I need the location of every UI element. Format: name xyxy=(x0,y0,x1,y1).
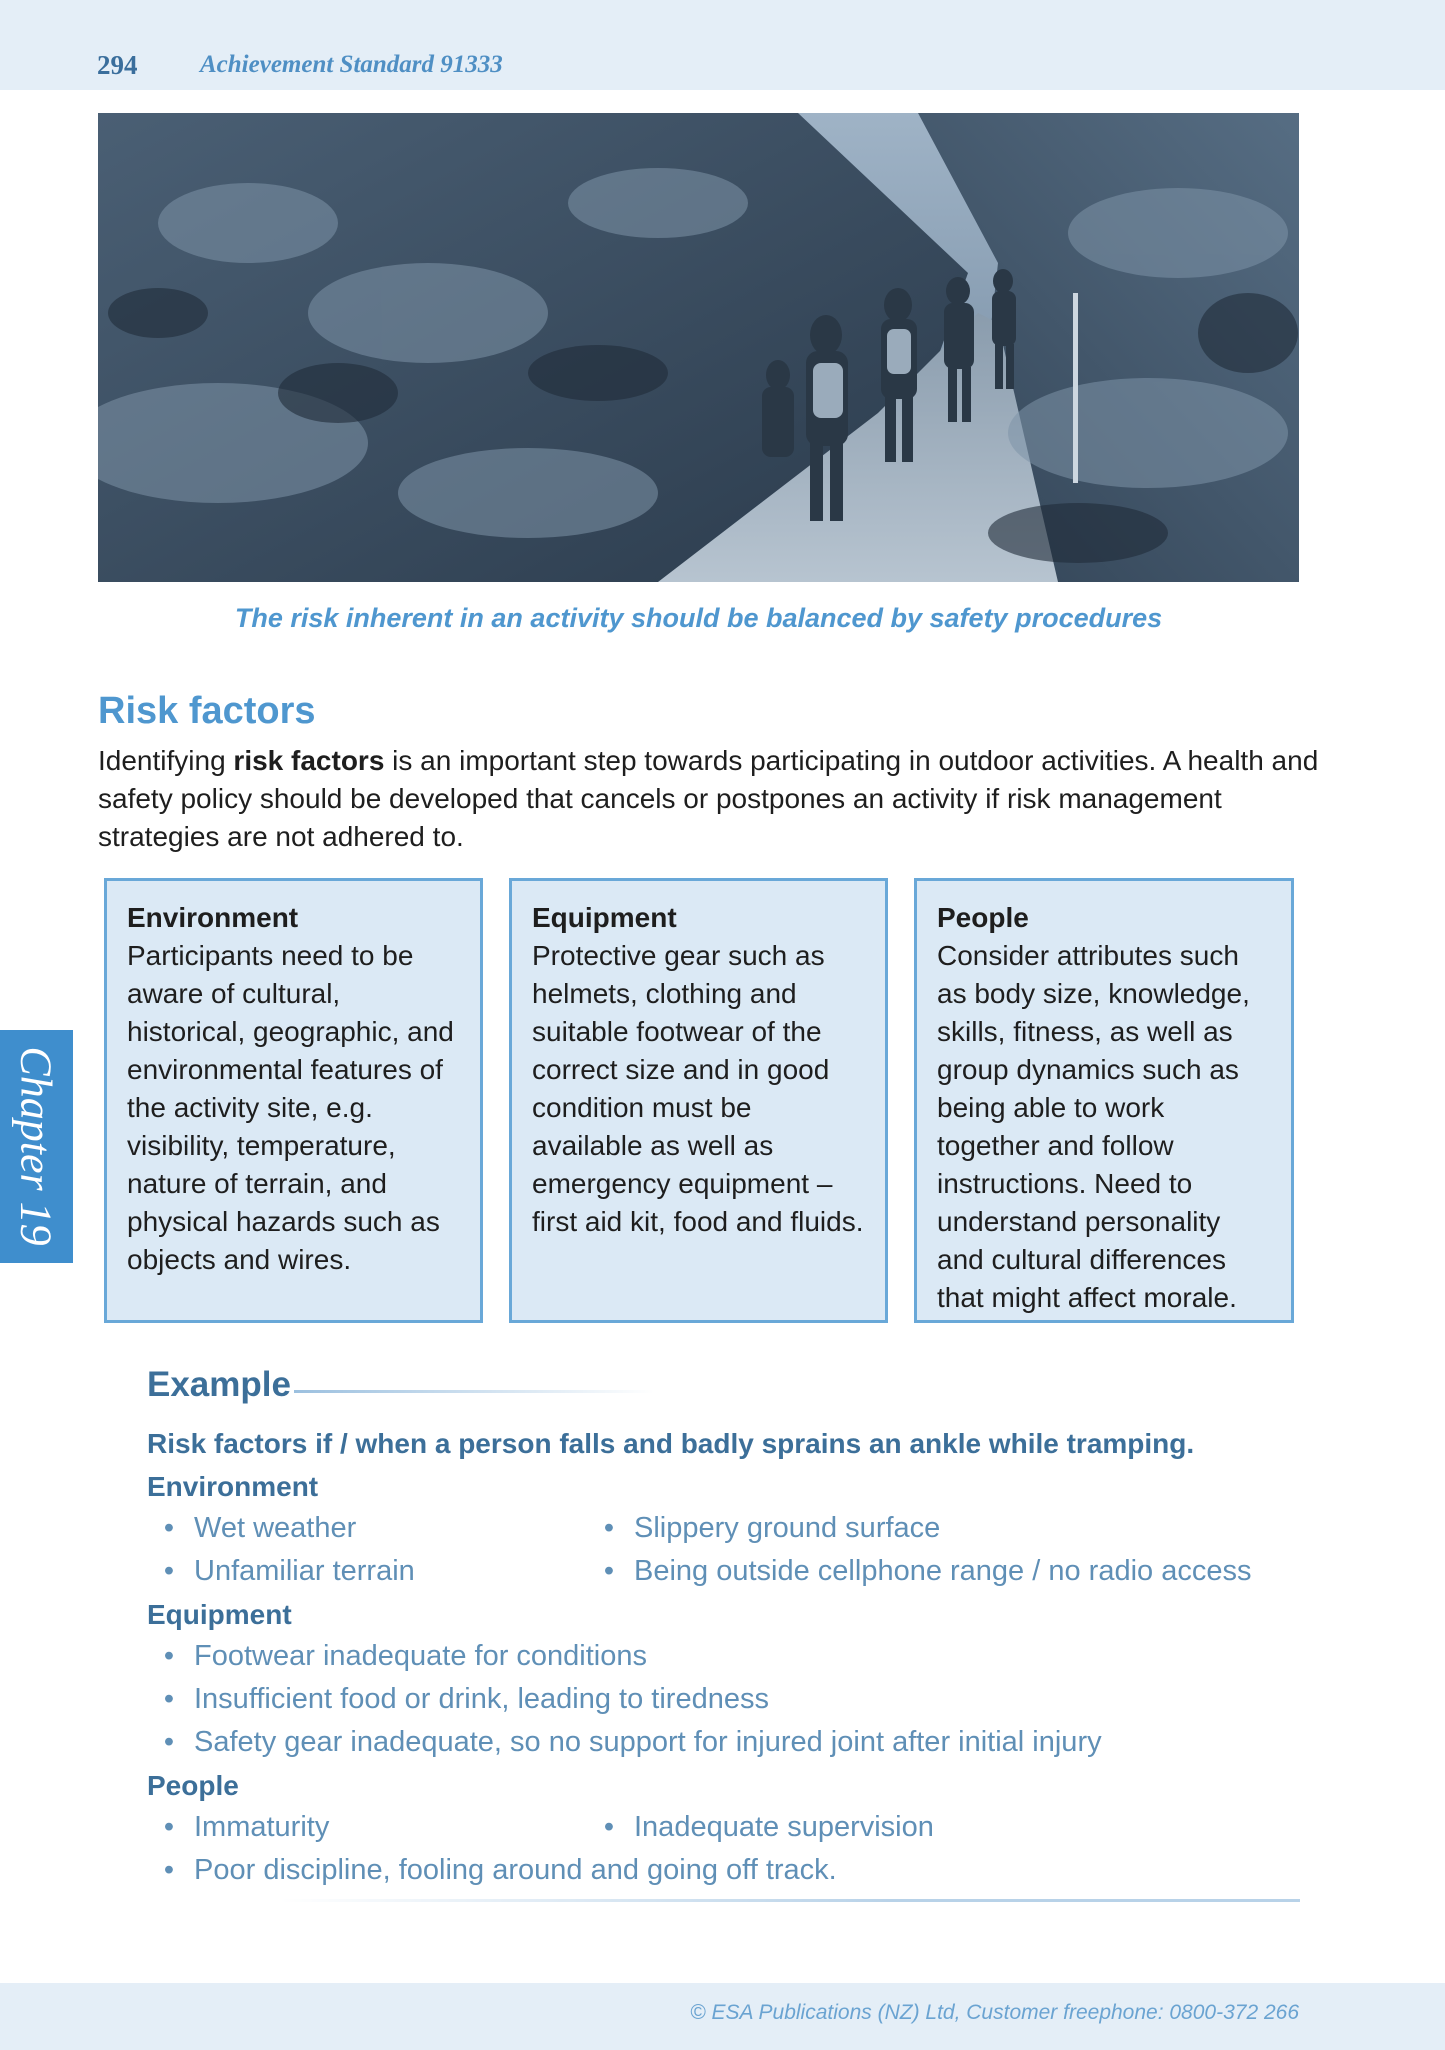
list-item: • Slippery ground surface xyxy=(587,1512,893,1545)
risk-factors-term: risk factors xyxy=(233,745,385,776)
list-item: • Wet weather xyxy=(147,1512,309,1545)
example-category-people: People xyxy=(147,1770,239,1801)
bullet-icon: • xyxy=(603,1811,615,1843)
environment-box-title: Environment xyxy=(127,902,299,933)
footer-copyright: © ESA Publications (NZ) Ltd, Customer freephone: 0800-372 266 xyxy=(690,2001,1299,2024)
bullet-icon: • xyxy=(603,1512,615,1544)
example-bottom-rule xyxy=(280,1899,1300,1902)
people-box xyxy=(914,878,1294,1323)
tramping-photo xyxy=(98,113,1299,582)
bullet-icon: • xyxy=(163,1555,175,1587)
standard-title: Achievement Standard 91333 xyxy=(200,51,503,78)
intro-paragraph xyxy=(98,742,1338,856)
bullet-icon: • xyxy=(163,1811,175,1843)
list-item: • Poor discipline, fooling around and going off track. xyxy=(147,1854,790,1887)
people-box-title: People xyxy=(937,902,1029,933)
list-item: • Immaturity xyxy=(147,1811,282,1844)
photo-caption: The risk inherent in an activity should be balanced by safety procedures xyxy=(234,603,1163,633)
bullet-icon: • xyxy=(163,1854,175,1886)
list-item: • Safety gear inadequate, so no support for injured joint after initial injury xyxy=(147,1726,1055,1759)
example-category-environment: Environment xyxy=(147,1471,319,1502)
list-item: • Inadequate supervision xyxy=(587,1811,887,1844)
bullet-icon: • xyxy=(603,1555,615,1587)
example-heading: Example xyxy=(147,1365,291,1404)
chapter-tab xyxy=(0,1030,73,1263)
page-number: 294 xyxy=(97,50,138,80)
environment-box xyxy=(104,878,483,1323)
bullet-icon: • xyxy=(163,1726,175,1758)
bullet-icon: • xyxy=(163,1512,175,1544)
example-heading-rule xyxy=(294,1390,654,1393)
environment-box-text: Participants need to be aware of cultural, historical, geographic, and environmental features of the activity site, e.g. visibility, temperature, nature of terrain, and physical hazards such as objects and wires. xyxy=(127,940,454,1275)
list-item: • Being outside cellphone range / no radio access xyxy=(587,1555,1204,1588)
people-box-text: Consider attributes such as body size, knowledge, skills, fitness, as well as group dynamics such as being able to work together and follow instructions. Need to understand personality and cultural differences that might affect morale. xyxy=(937,940,1250,1313)
bullet-icon: • xyxy=(163,1683,175,1715)
chapter-label: Chapter 19 xyxy=(11,1046,61,1246)
bullet-icon: • xyxy=(163,1640,175,1672)
equipment-box-title: Equipment xyxy=(532,902,677,933)
intro-text-end: is an important step towards participating in outdoor activities. A health and safety policy should be developed that cancels or postpones an activity if risk management strategies are not adhered to. xyxy=(98,745,1319,852)
section-heading: Risk factors xyxy=(98,690,316,732)
list-item: • Footwear inadequate for conditions xyxy=(147,1640,600,1673)
equipment-box xyxy=(509,878,888,1323)
list-item: • Unfamiliar terrain xyxy=(147,1555,368,1588)
example-subheading: Risk factors if / when a person falls and badly sprains an ankle while tramping. xyxy=(147,1428,1195,1459)
example-category-equipment: Equipment xyxy=(147,1599,292,1630)
list-item: • Insufficient food or drink, leading to tiredness xyxy=(147,1683,722,1716)
intro-text-start: Identifying xyxy=(98,745,234,776)
equipment-box-text: Protective gear such as helmets, clothing and suitable footwear of the correct size and in good condition must be available as well as emergency equipment – first aid kit, food and fluids. xyxy=(532,940,864,1237)
